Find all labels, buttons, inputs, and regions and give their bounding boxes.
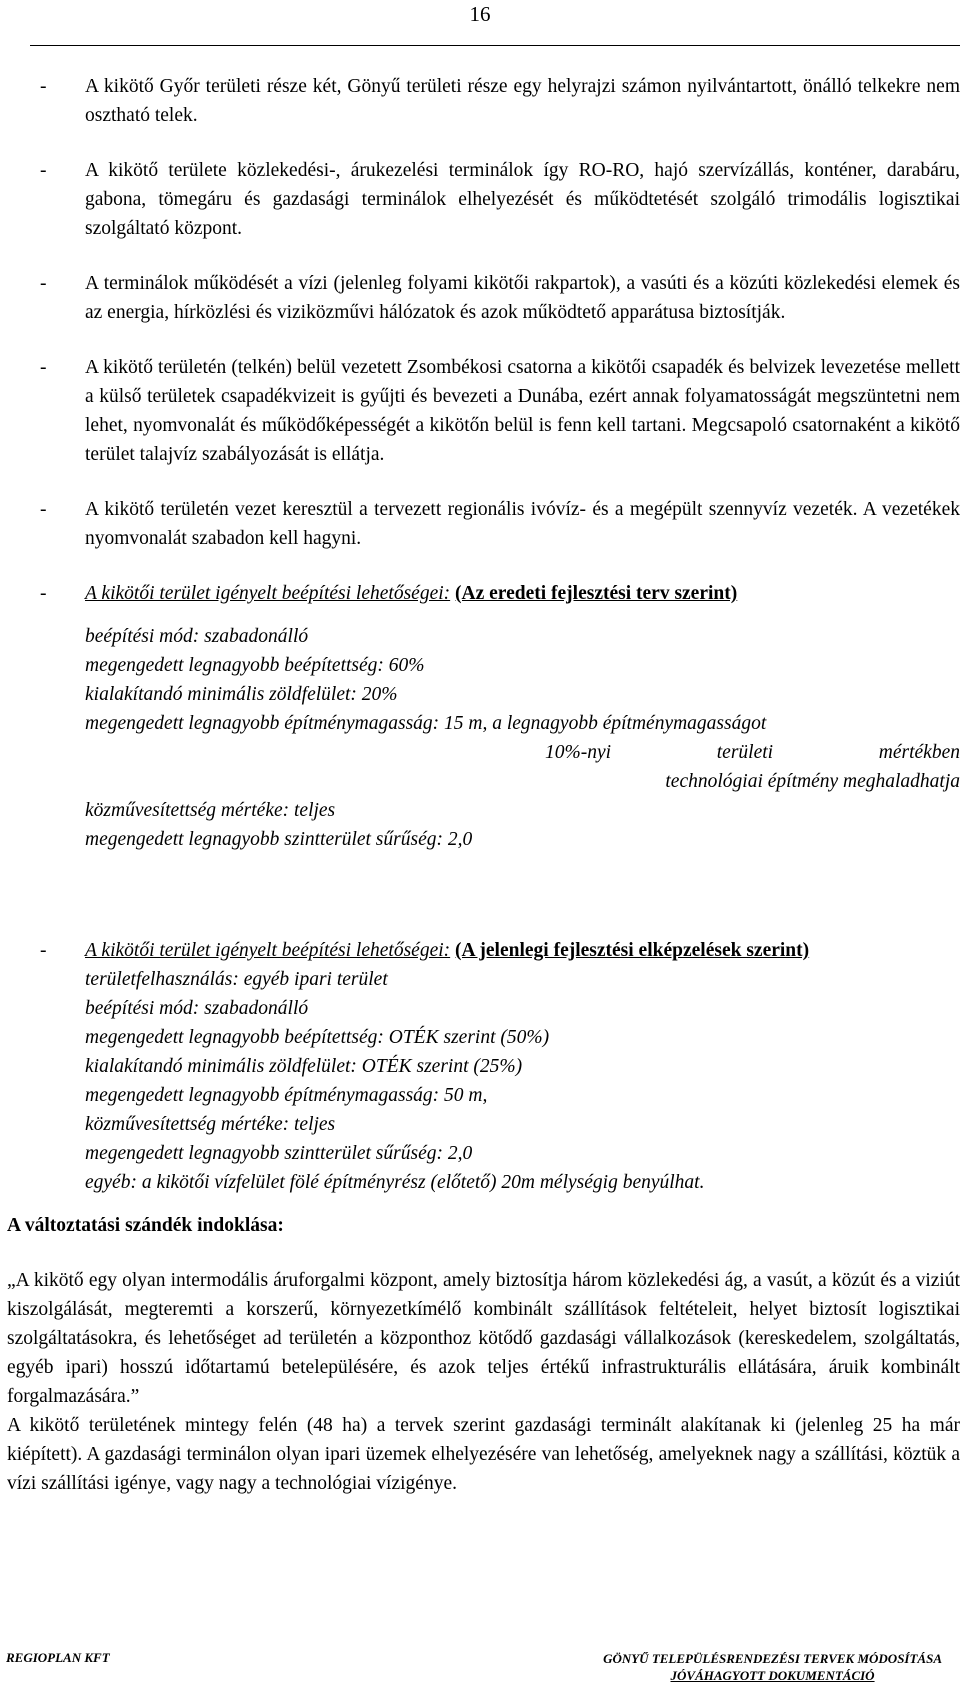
block2-line: beépítési mód: szabadonálló — [85, 998, 309, 1019]
justification-heading: A változtatási szándék indoklása: — [7, 1215, 284, 1236]
document-body — [7, 72, 960, 1498]
header-rule — [30, 45, 960, 46]
block2-line: egyéb: a kikötői vízfelület fölé építményrész (előtető) 20m mélységig benyúlhat. — [85, 1172, 705, 1193]
block2-line: megengedett legnagyobb építménymagasság: 50 m, — [85, 1085, 488, 1106]
footer-title-line2: JÓVÁHAGYOTT DOKUMENTÁCIÓ — [670, 1668, 875, 1683]
block1-line: megengedett legnagyobb szintterület sűrűség: 2,0 — [85, 829, 473, 850]
block1-right-line: technológiai építmény meghaladhatja — [665, 771, 960, 792]
bullet-paragraph: - A kikötő területén vezet keresztül a tervezett regionális ivóvíz- és a megépült szennyvíz vezeték. A vezetékek nyomvonalát szabadon kell hagyni. — [40, 499, 960, 549]
block1-line: megengedett legnagyobb építménymagasság: 15 m, a legnagyobb építménymagasságot — [85, 713, 767, 734]
block1-lead-bold: (Az eredeti fejlesztési terv szerint) — [455, 583, 738, 604]
block2-line: kialakítandó minimális zöldfelület: OTÉK szerint (25%) — [85, 1056, 523, 1077]
footer-title-line1: GÖNYŰ TELEPÜLÉSRENDEZÉSI TERVEK MÓDOSÍTÁSA — [603, 1651, 942, 1666]
bullet-text: A kikötő területén (telkén) belül vezetett Zsombékosi csatorna a kikötői csapadék és belvizek levezetése mellett a külső területek csapadékvizeit is gyűjti és bevezeti a Dunába, ezért annak folyamatosságát megszüntetni nem lehet, nyomvonalát és működőképességét a kikötőn belül is fenn kell tartani. Megcsapoló csatornaként a kikötő terület talajvíz szabályozását is ellátja. — [85, 357, 960, 465]
block2-line: közművesítettség mértéke: teljes — [85, 1114, 336, 1135]
bullet-text: A kikötő Győr területi része két, Gönyű területi része egy helyrajzi számon nyilvántartott, önálló telkekre nem osztható telek. — [85, 76, 960, 126]
block1-line: kialakítandó minimális zöldfelület: 20% — [85, 684, 398, 705]
block2-lead: A kikötői terület igényelt beépítési lehetőségei: — [85, 940, 451, 961]
block2-line: megengedett legnagyobb beépítettség: OTÉK szerint (50%) — [85, 1027, 550, 1048]
block1-line: megengedett legnagyobb beépítettség: 60% — [85, 655, 425, 676]
bullet-text: A terminálok működését a vízi (jelenleg folyami kikötői rakpartok), a vasúti és a közúti közlekedési elemek és az energia, hírközlési és viziközművi hálózatok és azok működtető apparátusa biztosítják. — [85, 273, 960, 323]
footer-company: REGIOPLAN KFT — [6, 1650, 110, 1665]
bullet-paragraph: - A terminálok működését a vízi (jelenleg folyami kikötői rakpartok), a vasúti és a közúti közlekedési elemek és az energia, hírközlési és viziközművi hálózatok és azok működtető apparátusa biztosítják. — [40, 273, 960, 323]
footer-document-title — [603, 1650, 942, 1684]
block1-line: beépítési mód: szabadonálló — [85, 626, 309, 647]
bullet-paragraph: - A kikötő Győr területi része két, Gönyű területi része egy helyrajzi számon nyilvántartott, önálló telkekre nem osztható telek. — [40, 76, 960, 126]
block1-lead: A kikötői terület igényelt beépítési lehetőségei: — [85, 583, 451, 604]
page-number: 16 — [469, 2, 491, 26]
building-options-original: - A kikötői terület igényelt beépítési lehetőségei: (Az eredeti fejlesztési terv szerint) beépítési mód: szabadonálló megengedett legnagyobb beépítettség: 60% kialakítandó minimális zöldfelület: 20% megengedett legnagyobb építménymagasság: 15 m, a legnagyobb építménymagasságot 10%-nyi területi mértékben technológiai építmény meghaladhatja közművesítettség mértéke: teljes megengedett legnagyobb szintterület sűrűség: 2,0 — [35, 579, 960, 854]
block1-right-line: 10%-nyi területi mértékben — [545, 742, 960, 763]
building-options-current: - A kikötői terület igényelt beépítési lehetőségei: (A jelenlegi fejlesztési elképzelések szerint) területfelhasználás: egyéb ipari terület beépítési mód: szabadonálló megengedett legnagyobb beépítettség: OTÉK szerint (50%) kialakítandó minimális zöldfelület: OTÉK szerint (25%) megengedett legnagyobb építménymagasság: 50 m, közművesítettség mértéke: teljes megengedett legnagyobb szintterület sűrűség: 2,0 egyéb: a kikötői vízfelület fölé építményrész (előtető) 20m mélységig benyúlhat. — [35, 936, 960, 1197]
justification-paragraph: „A kikötő egy olyan intermodális áruforgalmi központ, amely biztosítja három közlekedési ág, a vasút, a közút és a viziút kiszolgálását, megteremti a korszerű, környezetkímélő kombinált szállítások feltételeit, helyet biztosít logisztikai szolgáltatásokra, és lehetőséget ad területén a központhoz kötődő gazdasági vállalkozások (kereskedelem, szolgáltatás, egyéb ipari) hosszú időtartamú betelepülésére, és azok teljes értékű infrastrukturális ellátására, áruik kombinált forgalmazására.” — [7, 1270, 960, 1407]
bullet-text: A kikötő területe közlekedési-, árukezelési terminálok így RO-RO, hajó szervízállás, konténer, darabáru, gabona, tömegáru és gazdasági terminálok elhelyezését és működtetését szolgáló trimodális logisztikai szolgáltató központ. — [85, 160, 960, 239]
block1-line: közművesítettség mértéke: teljes — [85, 800, 336, 821]
bullet-paragraph: - A kikötő területe közlekedési-, árukezelési terminálok így RO-RO, hajó szervízállás, konténer, darabáru, gabona, tömegáru és gazdasági terminálok elhelyezését és működtetését szolgáló trimodális logisztikai szolgáltató központ. — [40, 160, 960, 239]
bullet-text: A kikötő területén vezet keresztül a tervezett regionális ivóvíz- és a megépült szennyvíz vezeték. A vezetékek nyomvonalát szabadon kell hagyni. — [85, 499, 960, 549]
justification-paragraph: A kikötő területének mintegy felén (48 ha) a tervek szerint gazdasági terminált alakítanak ki (jelenleg 25 ha már kiépített). A gazdasági terminálon olyan ipari üzemek elhelyezésére van lehetőség, amelyeknek nagy a szállítási, köztük a vízi szállítási igénye, vagy nagy a technológiai vízigénye. — [7, 1415, 960, 1494]
block2-line: területfelhasználás: egyéb ipari terület — [85, 969, 388, 990]
block2-line: megengedett legnagyobb szintterület sűrűség: 2,0 — [85, 1143, 473, 1164]
block2-lead-bold: (A jelenlegi fejlesztési elképzelések szerint) — [455, 940, 810, 961]
bullet-paragraph: - A kikötő területén (telkén) belül vezetett Zsombékosi csatorna a kikötői csapadék és belvizek levezetése mellett a külső területek csapadékvizeit is gyűjti és bevezeti a Dunába, ezért annak folyamatosságát megszüntetni nem lehet, nyomvonalát és működőképességét a kikötőn belül is fenn kell tartani. Megcsapoló csatornaként a kikötő terület talajvíz szabályozását is ellátja. — [40, 357, 960, 465]
